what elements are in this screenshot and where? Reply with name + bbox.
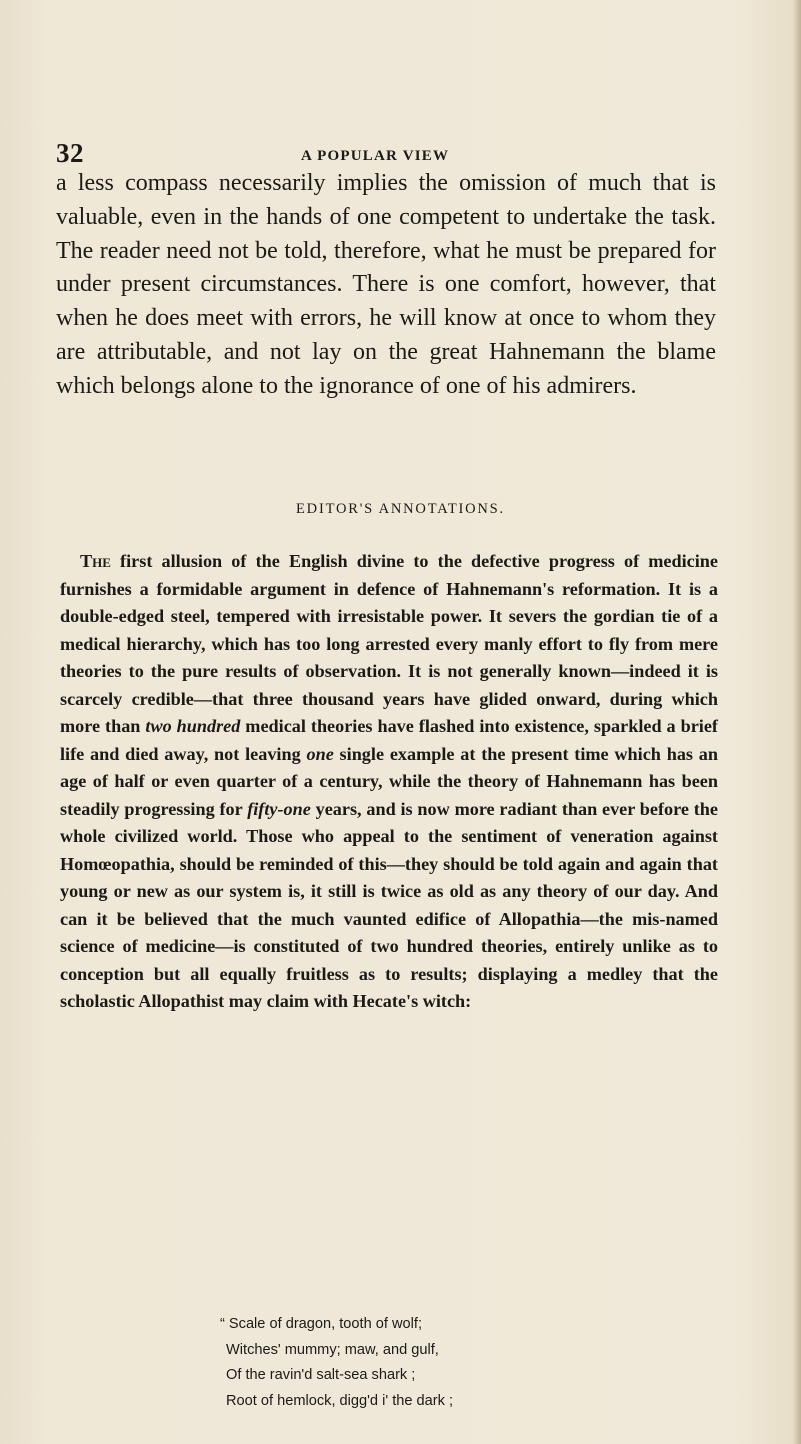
verse-line: Of the ravin'd salt-sea shark ; — [226, 1367, 416, 1383]
emphasis-one: one — [306, 743, 334, 764]
annotations-heading: EDITOR'S ANNOTATIONS. — [296, 501, 505, 517]
verse-line: “ Scale of dragon, tooth of wolf; — [220, 1316, 422, 1332]
page-edge-shadow — [793, 0, 801, 1444]
emphasis-two-hundred: two hundred — [145, 716, 241, 736]
annotation-segment: medical theories have flashed into existence, sparkled a brief life and died away, not leaving — [60, 716, 718, 764]
main-paragraph: a less compass necessarily implies the omission of much that is valuable, even in the hands of one competent to undertake the task. The reader need not be told, therefore, what he must be prepared for under present circumstances. There is one comfort, however, that when he does meet with errors, he will know at once to whom they are attributable, and not lay on the great Hahnemann the blame which belongs alone to the ignorance of one of his admirers. — [56, 170, 716, 399]
annotation-segment: years, and is now more radiant than ever before the whole civilized world. Those who appeal to the sentiment of veneration against Homœopathia, should be reminded of this—they should be told again and again that young or new as our system is, it still is twice as old as any theory of our day. And can it be believed that the much vaunted edifice of Allopathia—the mis-named science of medicine—is constituted of two hundred theories, entirely unlike as to conception but all equally fruitless as to results; displaying a medley that the scholastic Allopathist may claim with Hecate's witch: — [60, 798, 718, 1011]
verse-quote — [220, 1312, 600, 1414]
main-text — [56, 167, 716, 404]
verse-line: Root of hemlock, digg'd i' the dark ; — [226, 1392, 454, 1409]
lead-word: The — [80, 551, 111, 571]
annotation-segment: first allusion of the English divine to the defective progress of medicine furnishes a formidable argument in defence of Hahnemann's reformation. It is a double-edged steel, tempered with irresistable power. It severs the gordian tie of a medical hierarchy, which has too long arrested every manly effort to fly from mere theories to the pure results of observation. It is not generally known—indeed it is scarcely credible—that three thousand years have glided onward, during which more than — [60, 551, 718, 736]
annotation-segment: single example at the present time which has an age of half or even quarter of a century, while the theory of Hahnemann has been steadily progressing for — [60, 743, 718, 819]
running-head — [56, 138, 716, 168]
running-title: A POPULAR VIEW — [301, 148, 450, 164]
emphasis-fifty-one: fifty-one — [247, 798, 311, 819]
annotations-paragraph — [60, 548, 718, 1016]
page-number: 32 — [56, 138, 84, 168]
annotations-text — [60, 548, 718, 1016]
verse-line: Witches' mummy; maw, and gulf, — [226, 1341, 439, 1358]
